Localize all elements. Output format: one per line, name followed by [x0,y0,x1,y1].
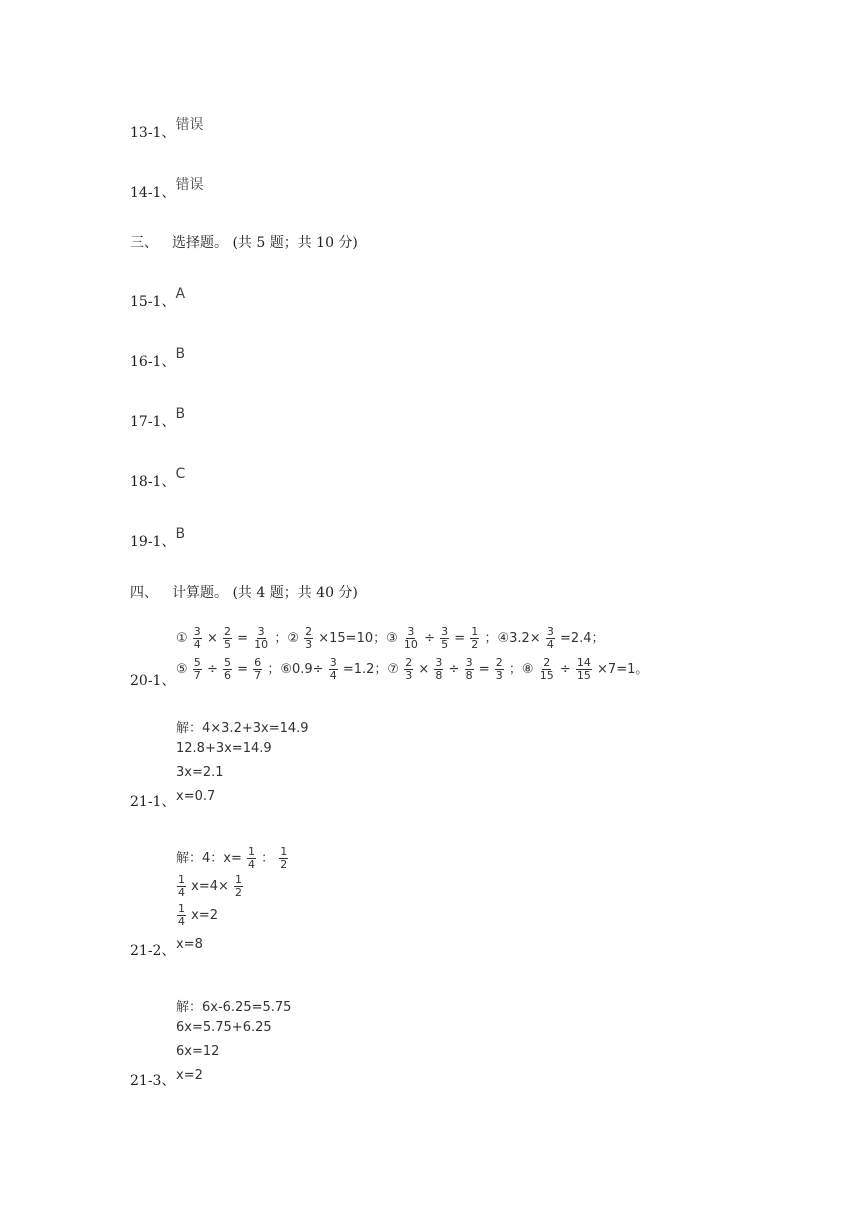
math-text: x=8 [176,937,203,952]
question-label: 17-1、 [130,414,176,430]
fraction [177,903,186,928]
math-text: =1.2；⑦ [342,662,400,677]
denominator: 5 [441,638,449,651]
operator: ÷ [559,662,571,677]
answer-row-15 [130,286,186,311]
numerator: 2 [495,656,503,669]
question-label: 18-1、 [130,474,176,490]
denominator: 15 [539,669,554,682]
math-text: ： [261,851,275,866]
denominator: 4 [546,638,554,651]
denominator: 4 [248,858,255,871]
numerator: 2 [405,656,413,669]
numerator: 1 [178,873,185,886]
question-label-20 [130,672,175,690]
answer-text: C [175,466,186,482]
operator: = [478,662,490,677]
numerator: 3 [329,656,337,669]
answer-text: B [175,346,186,362]
numerator: 1 [471,625,479,638]
numerator: 14 [576,656,591,669]
math-text: x=2 [176,1068,203,1083]
fraction [279,846,288,871]
math-text: ；⑧ [508,662,534,677]
section-heading-3 [130,232,358,252]
denominator: 6 [223,669,231,682]
math-text: 解：4×3.2+3x=14.9 [176,721,309,736]
fraction [434,657,443,682]
fraction [193,626,202,651]
numerator: 3 [441,625,449,638]
question-label-21-2 [130,942,175,960]
math-text: x=0.7 [176,789,216,804]
denominator: 3 [405,669,413,682]
numerator: 3 [546,625,554,638]
numerator: 2 [223,625,231,638]
circled-number: ① [176,631,188,646]
fraction [247,846,256,871]
numerator: 6 [254,656,262,669]
math-text: ；⑥0.9÷ [267,662,324,677]
answer-row-14 [130,177,204,202]
q20-line-2 [176,657,648,682]
fraction [404,657,413,682]
question-label: 21-1、 [130,794,176,810]
denominator: 10 [254,638,269,651]
question-label: 16-1、 [130,354,176,370]
fraction [546,626,555,651]
question-label: 20-1、 [130,673,176,689]
section-number: 四、 [130,585,158,601]
q20-line-1 [176,626,605,651]
answer-text: 错误 [175,117,204,133]
fraction [234,874,243,899]
math-text: ；④3.2× [484,631,541,646]
answer-text: 错误 [175,177,204,193]
answer-row-16 [130,346,186,371]
math-text: =2.4； [559,631,605,646]
question-label: 19-1、 [130,534,176,550]
answer-row-18 [130,466,186,491]
numerator: 1 [248,845,255,858]
numerator: 5 [223,656,231,669]
numerator: 1 [235,873,243,886]
q21-1-line-3 [176,765,224,780]
answer-text: B [175,406,186,422]
fraction [576,657,592,682]
fraction [329,657,338,682]
q21-2-line-3 [176,903,218,928]
q21-1-line-1 [176,717,309,736]
math-text: 6x=5.75+6.25 [176,1020,272,1035]
circled-number: ⑤ [176,662,188,677]
denominator: 15 [576,669,591,682]
question-label: 15-1、 [130,294,176,310]
math-text: 6x=12 [176,1044,220,1059]
fraction [223,626,232,651]
question-label: 21-2、 [130,943,176,959]
q21-2-line-1 [176,846,289,871]
section-heading-4 [130,582,358,602]
denominator: 4 [178,886,185,899]
denominator: 5 [223,638,231,651]
fraction [495,657,504,682]
numerator: 3 [193,625,201,638]
math-text: 解：4：x= [176,851,242,866]
operator: ÷ [424,631,435,646]
denominator: 8 [465,669,473,682]
answer-text: A [175,286,186,302]
fraction [223,657,232,682]
answer-row-17 [130,406,186,431]
numerator: 3 [435,656,443,669]
fraction [193,657,202,682]
numerator: 2 [543,656,551,669]
fraction [539,657,555,682]
q21-1-line-4 [176,789,215,804]
fraction [253,657,262,682]
fraction [470,626,479,651]
numerator: 3 [465,656,473,669]
denominator: 10 [403,638,418,651]
math-text: 解：6x-6.25=5.75 [176,1000,292,1015]
denominator: 4 [329,669,337,682]
math-text: x=4× [191,879,229,894]
answer-row-13 [130,117,204,142]
question-label-21-3 [130,1072,175,1090]
numerator: 1 [178,902,185,915]
fraction [253,626,269,651]
operator: × [418,662,430,677]
denominator: 3 [495,669,503,682]
operator: ÷ [448,662,460,677]
section-title: 选择题。 (共 5 题；共 10 分) [172,235,358,251]
denominator: 8 [435,669,443,682]
numerator: 3 [407,625,415,638]
q21-2-line-2 [176,874,244,899]
fraction [440,626,449,651]
denominator: 2 [471,638,479,651]
numerator: 5 [193,656,201,669]
section-title: 计算题。 (共 4 题；共 40 分) [172,585,358,601]
numerator: 2 [305,625,313,638]
math-text: 3x=2.1 [176,765,224,780]
math-text: ；② [274,631,299,646]
question-label: 13-1、 [130,125,176,141]
q21-3-line-3 [176,1044,219,1059]
fraction [177,874,186,899]
operator: ÷ [206,662,218,677]
operator: = [237,631,249,646]
q21-3-line-2 [176,1020,272,1035]
denominator: 4 [193,638,201,651]
q21-2-line-4 [176,937,203,952]
denominator: 2 [280,858,288,871]
math-text: ×7=1。 [597,662,649,677]
fraction [304,626,313,651]
math-text: x=2 [191,908,218,923]
denominator: 4 [178,915,185,928]
denominator: 7 [254,669,262,682]
answer-text: B [175,526,186,542]
denominator: 2 [235,886,243,899]
q21-3-line-1 [176,996,291,1015]
operator: = [454,631,466,646]
question-label-21-1 [130,793,175,811]
math-text: ×15=10；③ [318,631,398,646]
operator: × [206,631,218,646]
section-number: 三、 [130,235,158,251]
question-label: 21-3、 [130,1073,176,1089]
numerator: 1 [280,845,288,858]
answer-row-19 [130,526,186,551]
fraction [465,657,474,682]
q21-1-line-2 [176,741,272,756]
question-label: 14-1、 [130,185,176,201]
denominator: 7 [193,669,201,682]
operator: = [237,662,249,677]
math-text: 12.8+3x=14.9 [176,741,272,756]
q21-3-line-4 [176,1068,203,1083]
numerator: 3 [257,625,265,638]
fraction [403,626,419,651]
denominator: 3 [305,638,313,651]
